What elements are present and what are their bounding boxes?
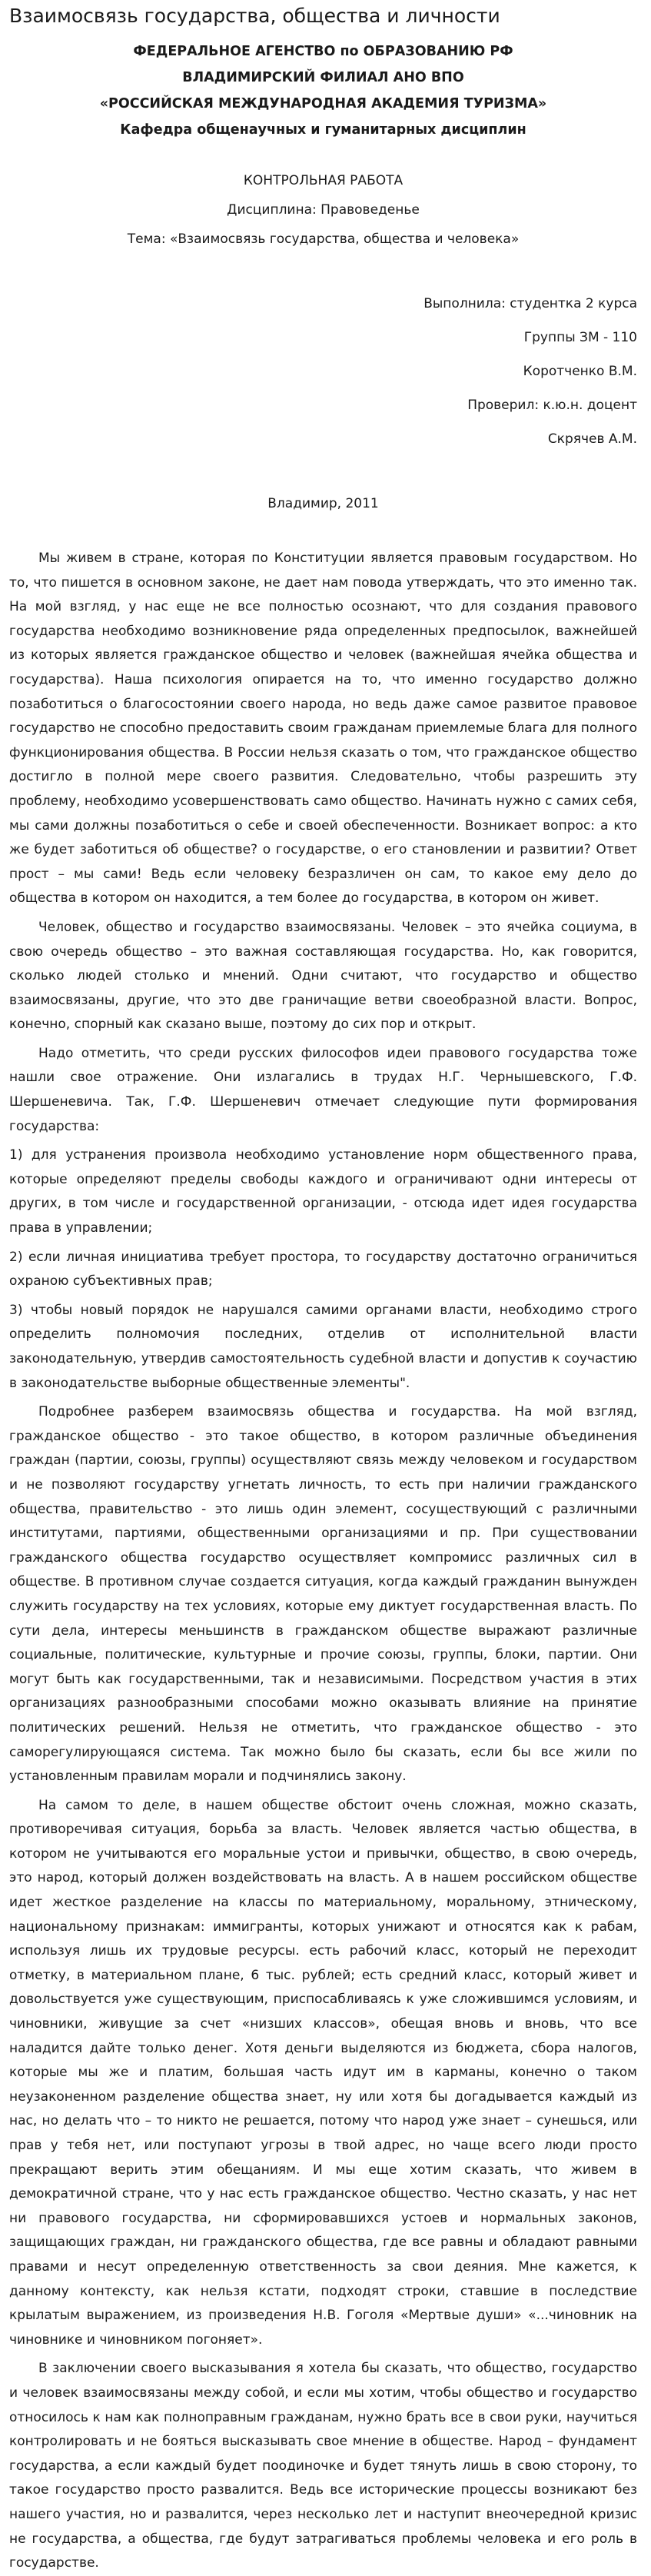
paragraph: Человек, общество и государство взаимосвязаны. Человек – это ячейка социума, в свою очередь общество – это важная составляющая государства. Но, как говорится, сколько людей столько и мнений. Одни считают, что государство и общество взаимосвязаны, другие, что это две граничащие ветви своеобразной власти. Вопрос, конечно, спорный как сказано выше, поэтому до сих пор и открыт.	[9, 919, 637, 1033]
topic-line: Тема: «Взаимосвязь государства, общества и человека»	[127, 231, 520, 247]
paragraph: Мы живем в стране, которая по Конституции является правовым государством. Но то, что пишется в основном законе, не дает нам повода утверждать, что это именно так. На мой взгляд, у нас еще не все полностью осознают, что для создания правового государства необходимо возникновение ряда определенных предпосылок, важнейшей из которых является гражданское общество и человек (важнейшая ячейка общества и государства). Наша психология опирается на то, что именно государство должно позаботиться о благосостоянии своего народа, но ведь даже самое развитое правовое государство не способно предоставить своим гражданам приемлемые блага для полного функционирования общества. В России нельзя сказать о том, что гражданское общество достигло в полной мере своего развития. Следовательно, чтобы разрешить эту проблему, необходимо усовершенствовать само общество. Начинать нужно с самих себя, мы сами должны позаботиться о себе и своей обеспеченности. Возникает вопрос: а кто же будет заботиться об обществе? о государстве, о его становлении и развитии? Ответ прост – мы сами! Ведь если человеку безразличен он сам, то какое ему дело до общества в котором он находится, а тем более до государства, в котором он живет.	[9, 551, 637, 907]
paragraph: Подробнее разберем взаимосвязь общества и государства. На мой взгляд, гражданское общество - это такое общество, в котором различные объединения граждан (партии, союзы, группы) осуществляют связь между человеком и государством и не позволяют государству угнетать личность, то есть при наличии гражданского общества, правительство - это лишь один элемент, сосуществующий с различными институтами, партиями, общественными организациями и пр. При существовании гражданского общества государство осуществляет компромисс различных сил в обществе. В противном случае создается ситуация, когда каждый гражданин вынужден служить государству на тех условиях, которые ему диктует государственная власть. По сути дела, интересы меньшинств в гражданском обществе выражают различные социальные, политические, культурные и прочие союзы, группы, блоки, партии. Они могут быть как государственными, так и независимыми. Посредством участия в этих организациях разнообразными способами можно оказывать влияние на принятие политических решений. Нельзя не отметить, что гражданское общество - это саморегулирующаяся система. Так можно было бы сказать, если бы все жили по установленным правилам морали и подчинялись закону.	[9, 1404, 637, 1785]
student-name: Коротченко В.М.	[523, 364, 637, 379]
body-text	[9, 547, 637, 2576]
done-by-line: Выполнила: студентка 2 курса	[423, 296, 637, 311]
academy-line: «РОССИЙСКАЯ МЕЖДУНАРОДНАЯ АКАДЕМИЯ ТУРИЗМА»	[99, 96, 547, 111]
place-year: Владимир, 2011	[267, 496, 379, 511]
work-type: КОНТРОЛЬНАЯ РАБОТА	[243, 173, 404, 188]
teacher-name: Скрячев А.М.	[547, 431, 637, 447]
department-line: Кафедра общенаучных и гуманитарных дисциплин	[120, 122, 526, 138]
list-item: 2) если личная инициатива требует простора, то государству достаточно ограничиться охраною субъективных прав;	[9, 1249, 637, 1290]
checked-by-line: Проверил: к.ю.н. доцент	[467, 398, 637, 413]
group-line: Группы ЗМ - 110	[523, 330, 637, 345]
page-title: Взаимосвязь государства, общества и личности	[9, 5, 500, 27]
list-item: 3) чтобы новый порядок не нарушался самими органами власти, необходимо строго определить полномочия последних, отделив от исполнительной власти законодательную, утвердив самостоятельность судебной власти и допустив к соучастию в законодательстве выборные общественные элементы".	[9, 1302, 637, 1391]
discipline-line: Дисциплина: Правоведенье	[227, 202, 420, 218]
paragraph: В заключении своего высказывания я хотела бы сказать, что общество, государство и человек взаимосвязаны между собой, и если мы хотим, чтобы общество и государство относилось к нам как полноправным гражданам, нужно брать все в свои руки, научиться контролировать и не бояться высказывать свое мнение в обществе. Народ – фундамент государства, а если каждый будет поодиночке и будет тянуть лишь в свою сторону, то такое государство просто развалится. Ведь все исторические процессы возникают без нашего участия, но и развалится, через несколько лет и наступит внеочередной кризис не государства, а общества, где будут затрагиваться проблемы человека и его роль в государстве.	[9, 2361, 637, 2571]
list-item: 1) для устранения произвола необходимо установление норм общественного права, которые определяют пределы свободы каждого и ограничивают одни интересы от других, в том числе и государственной организации, - отсюда идет идея государства права в управлении;	[9, 1147, 637, 1236]
branch-line: ВЛАДИМИРСКИЙ ФИЛИАЛ АНО ВПО	[182, 70, 464, 85]
paragraph: Надо отметить, что среди русских философов идеи правового государства тоже нашли свое отражение. Они излагались в трудах Н.Г. Чернышевского, Г.Ф. Шершеневича. Так, Г.Ф. Шершеневич отмечает следующие пути формирования государства:	[9, 1045, 637, 1134]
agency-line: ФЕДЕРАЛЬНОЕ АГЕНСТВО по ОБРАЗОВАНИЮ РФ	[133, 44, 513, 59]
paragraph: На самом то деле, в нашем обществе обстоит очень сложная, можно сказать, противоречивая ситуация, борьба за власть. Человек является частью общества, в котором не учитываются его моральные устои и привычки, общество, в свою очередь, это народ, который должен воздействовать на власть. А в нашем российском обществе идет жесткое разделение на классы по материальному, моральному, этническому, национальному признакам: иммигранты, которых унижают и относятся как к рабам, используя лишь их трудовые ресурсы. есть рабочий класс, который не переходит отметку, в материальном плане, 6 тыс. рублей; есть средний класс, который живет и довольствуется уже существующим, приспосабливаясь к уже сложившимся условиям, и чиновники, живущие за счет «низших классов», обещая вновь и вновь, что все наладится дайте только денег. Хотя деньги выделяются из бюджета, сбора налогов, которые мы же и платим, большая часть идут им в карманы, конечно о таком неузаконенном разделение общества знает, ну или хотя бы догадывается каждый из нас, но делать что – то никто не решается, потому что народ уже знает – сунешься, или прав у тебя нет, или поступают угрозы в твой адрес, но чаще всего люди просто прекращают верить этим обещаниям. И мы еще хотим сказать, что живем в демократичной стране, что у нас есть гражданское общество. Честно сказать, у нас нет ни правового государства, ни сформировавшихся устоев и нормальных законов, защищающих граждан, ни гражданского общества, где все равны и обладают равными правами и несут определенную ответственность за свои деяния. Мне кажется, к данному контексту, как нельзя кстати, подходят строки, ставшие в последствие крылатым выражением, из произведения Н.В. Гоголя «Мертвые души» «...чиновник на чиновнике и чиновником погоняет».	[9, 1797, 637, 2348]
